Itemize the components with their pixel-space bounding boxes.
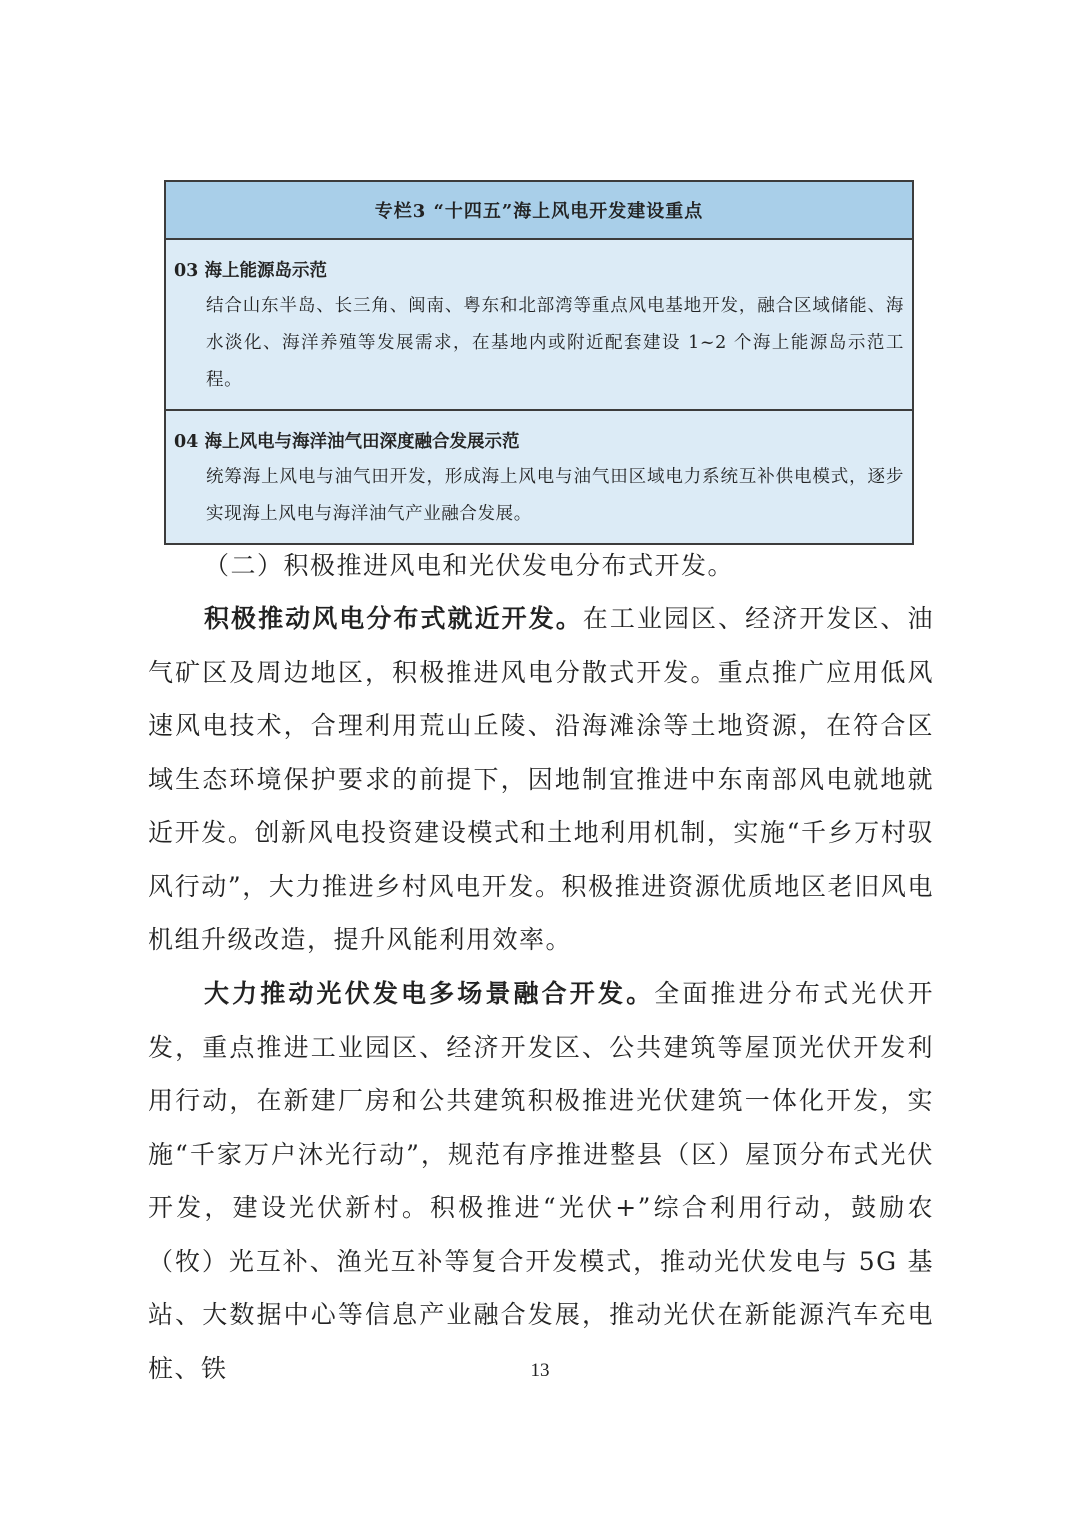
- column-section-body: 统筹海上风电与油气田开发，形成海上风电与油气田区域电力系统互补供电模式，逐步实现海上风电与海洋油气产业融合发展。: [206, 467, 904, 524]
- column-section: [166, 240, 912, 409]
- column-box: [164, 180, 914, 545]
- page-number: 13: [530, 1360, 550, 1381]
- paragraph-text: 全面推进分布式光伏开发，重点推进工业园区、经济开发区、公共建筑等屋顶光伏开发利用行动，在新建厂房和公共建筑积极推进光伏建筑一体化开发，实施“千家万户沐光行动”，规范有序推进整县（区）屋顶分布式光伏开发，建设光伏新村。积极推进“光伏+”综合利用行动，鼓励农（牧）光互补、渔光互补等复合开发模式，推动光伏发电与 5G 基站、大数据中心等信息产业融合发展，推动光伏在新能源汽车充电桩、铁: [148, 979, 934, 1383]
- column-section-title: 03 海上能源岛示范: [174, 261, 327, 281]
- body-paragraph: [148, 592, 934, 967]
- section-subheading: （二）积极推进风电和光伏发电分布式开发。: [204, 551, 735, 580]
- column-section-title: 04 海上风电与海洋油气田深度融合发展示范: [174, 432, 520, 452]
- column-section-body: 结合山东半岛、长三角、闽南、粤东和北部湾等重点风电基地开发，融合区域储能、海水淡化、海洋养殖等发展需求，在基地内或附近配套建设 1~2 个海上能源岛示范工程。: [206, 296, 904, 390]
- body-paragraph: [148, 967, 934, 1395]
- column-box-title: 专栏3 “十四五”海上风电开发建设重点: [166, 182, 912, 240]
- column-section: [166, 409, 912, 543]
- paragraph-lead: 大力推动光伏发电多场景融合开发。: [204, 979, 655, 1008]
- paragraph-lead: 积极推动风电分布式就近开发。: [204, 604, 583, 633]
- paragraph-text: 在工业园区、经济开发区、油气矿区及周边地区，积极推进风电分散式开发。重点推广应用低风速风电技术，合理利用荒山丘陵、沿海滩涂等土地资源，在符合区域生态环境保护要求的前提下，因地制宜推进中东南部风电就地就近开发。创新风电投资建设模式和土地利用机制，实施“千乡万村驭风行动”，大力推进乡村风电开发。积极推进资源优质地区老旧风电机组升级改造，提升风能利用效率。: [148, 604, 934, 954]
